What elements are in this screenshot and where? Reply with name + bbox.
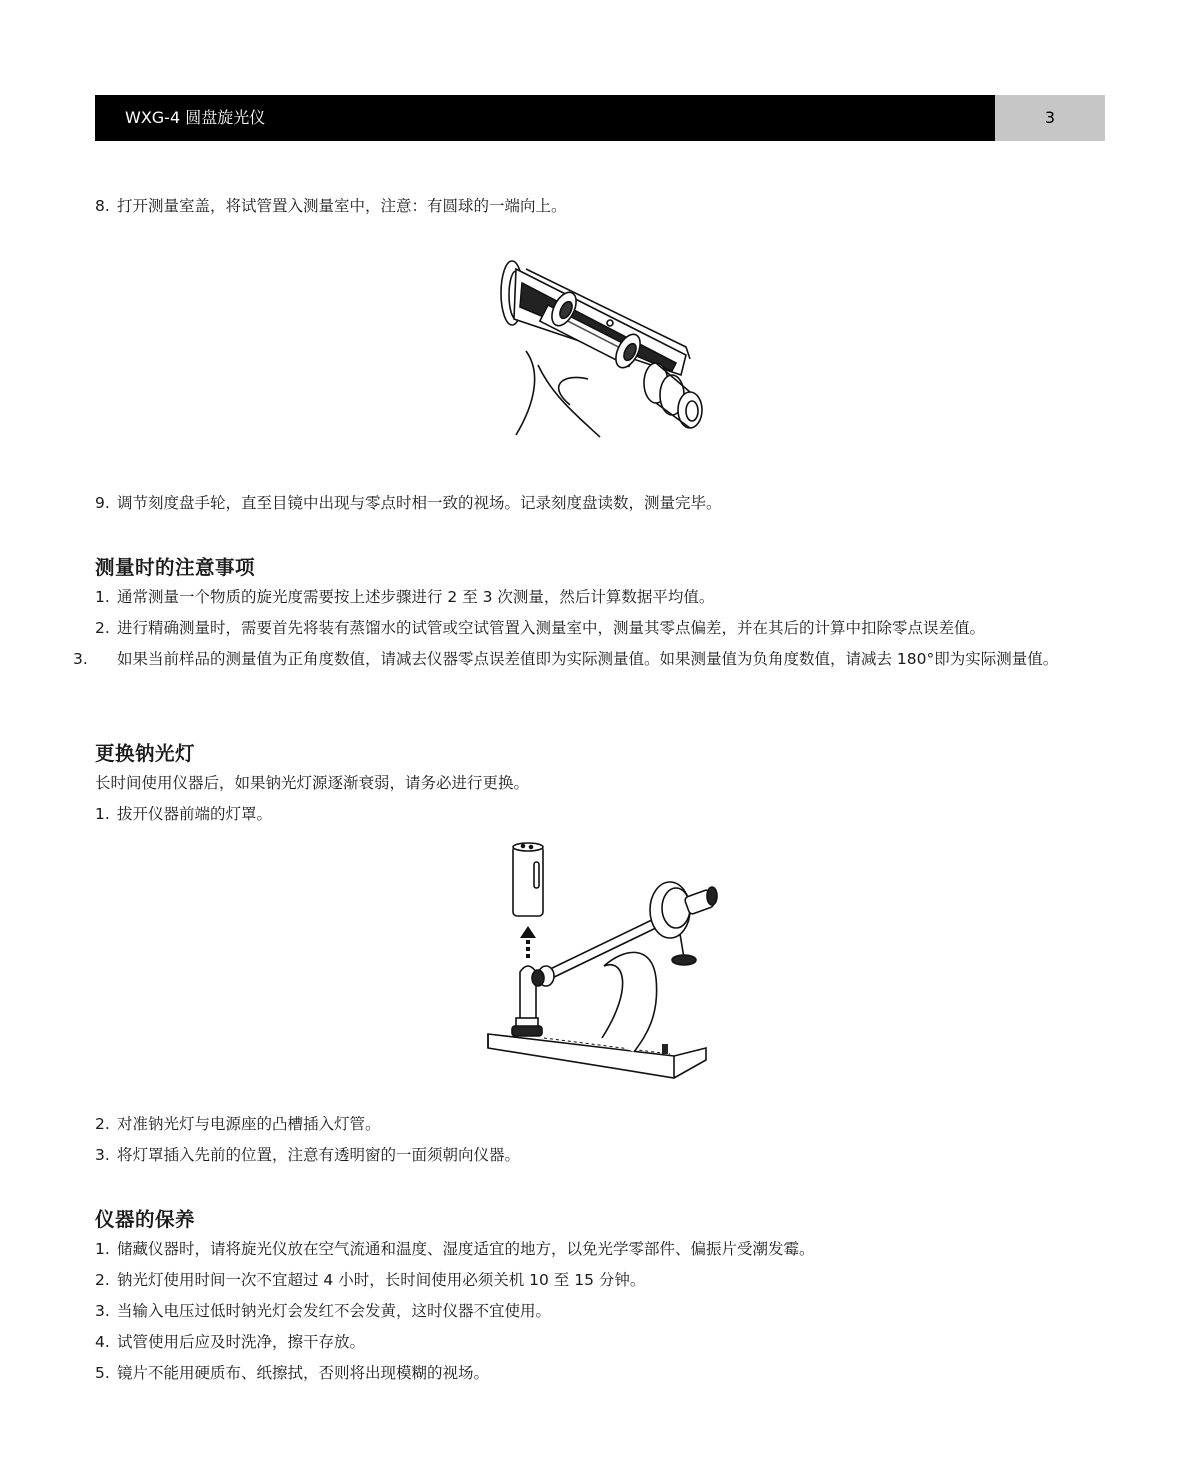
list-text: 镜片不能用硬质布、纸擦拭，否则将出现模糊的视场。 <box>117 1364 490 1382</box>
list-text: 当输入电压过低时钠光灯会发红不会发黄，这时仪器不宜使用。 <box>117 1302 552 1320</box>
list-item <box>95 799 1110 830</box>
list-item <box>95 582 1110 613</box>
step-text: 调节刻度盘手轮，直至目镜中出现与零点时相一致的视场。记录刻度盘读数，测量完毕。 <box>117 494 722 512</box>
list-item <box>95 1140 1110 1171</box>
list-item <box>95 1358 1110 1389</box>
list-item <box>95 1296 1110 1327</box>
list-number: 3. <box>73 650 88 668</box>
list-text: 试管使用后应及时洗净，擦干存放。 <box>117 1333 366 1351</box>
list-number: 5. <box>95 1364 110 1382</box>
section-title-care: 仪器的保养 <box>95 1208 196 1231</box>
section-title-lamp: 更换钠光灯 <box>95 742 196 765</box>
list-number: 3. <box>95 1146 110 1164</box>
list-number: 1. <box>95 588 110 606</box>
step-item <box>95 191 1110 222</box>
step-number: 9. <box>95 494 110 512</box>
list-text: 储藏仪器时，请将旋光仪放在空气流通和温度、湿度适宜的地方，以免光学零部件、偏振片受潮发霉。 <box>117 1240 815 1258</box>
list-text: 对准钠光灯与电源座的凸槽插入灯管。 <box>117 1115 381 1133</box>
step-item <box>95 488 1110 519</box>
list-item <box>95 1109 1110 1140</box>
list-text: 钠光灯使用时间一次不宜超过 4 小时，长时间使用必须关机 10 至 15 分钟。 <box>117 1271 646 1289</box>
lamp-replacement-illustration <box>484 838 720 1094</box>
list-text: 如果当前样品的测量值为正角度数值，请减去仪器零点误差值即为实际测量值。如果测量值为负角度数值，请减去 180°即为实际测量值。 <box>117 650 1059 668</box>
list-text: 将灯罩插入先前的位置，注意有透明窗的一面须朝向仪器。 <box>117 1146 521 1164</box>
list-text: 通常测量一个物质的旋光度需要按上述步骤进行 2 至 3 次测量，然后计算数据平均值。 <box>117 588 715 606</box>
list-number: 2. <box>95 1115 110 1133</box>
list-item <box>73 644 1107 675</box>
section-intro: 长时间使用仪器后，如果钠光灯源逐渐衰弱，请务必进行更换。 <box>95 774 530 792</box>
section-title-notes: 测量时的注意事项 <box>95 556 256 579</box>
list-text: 拔开仪器前端的灯罩。 <box>117 805 273 823</box>
list-item <box>95 613 1110 644</box>
list-item <box>95 1327 1110 1358</box>
list-number: 3. <box>95 1302 110 1320</box>
list-number: 2. <box>95 619 110 637</box>
list-number: 1. <box>95 1240 110 1258</box>
page-number: 3 <box>995 95 1105 141</box>
list-number: 2. <box>95 1271 110 1289</box>
list-item <box>95 1234 1110 1265</box>
list-number: 1. <box>95 805 110 823</box>
step-text: 打开测量室盖，将试管置入测量室中，注意：有圆球的一端向上。 <box>117 197 567 215</box>
page-header <box>95 95 1105 141</box>
step-number: 8. <box>95 197 110 215</box>
tube-insertion-illustration <box>486 255 716 440</box>
document-title: WXG-4 圆盘旋光仪 <box>125 108 266 127</box>
list-text: 进行精确测量时，需要首先将装有蒸馏水的试管或空试管置入测量室中，测量其零点偏差，并在其后的计算中扣除零点误差值。 <box>117 619 986 637</box>
list-number: 4. <box>95 1333 110 1351</box>
list-item <box>95 1265 1110 1296</box>
